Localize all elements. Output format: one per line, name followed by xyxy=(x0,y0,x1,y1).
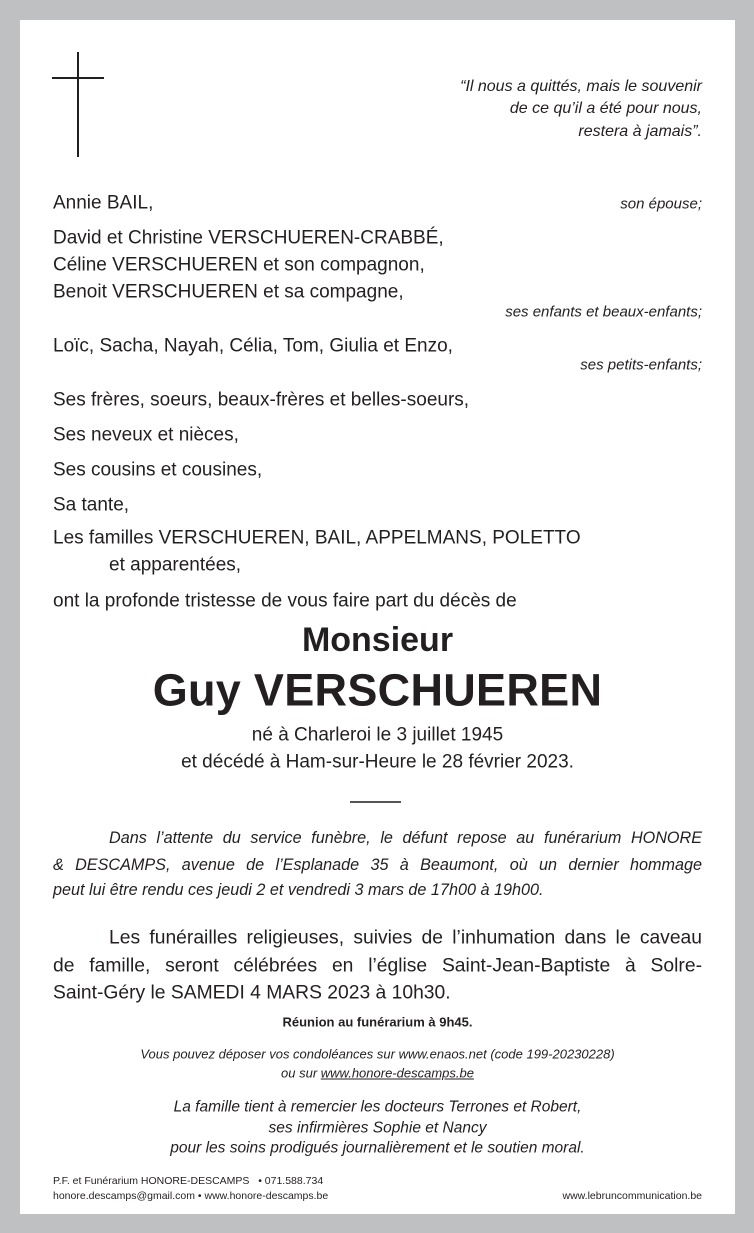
thanks-line: La famille tient à remercier les docteurs Terrones et Robert, xyxy=(173,1098,582,1116)
cross-vertical-bar xyxy=(77,52,79,157)
relatives-line: Ses neveux et nièces, xyxy=(53,424,239,446)
child-line: Céline VERSCHUEREN et son compagnon, xyxy=(53,254,425,276)
deceased-name: Guy VERSCHUEREN xyxy=(152,664,603,716)
grandchildren-names: Loïc, Sacha, Nayah, Célia, Tom, Giulia et Enzo, xyxy=(53,335,453,357)
spouse-name: Annie BAIL, xyxy=(53,192,154,214)
cross-horizontal-bar xyxy=(52,77,104,79)
birth-info: né à Charleroi le 3 juillet 1945 xyxy=(251,724,504,746)
announcement: ont la profonde tristesse de vous faire part du décès de xyxy=(53,590,517,612)
funeral-home-email-web: honore.descamps@gmail.com • www.honore-descamps.be xyxy=(53,1189,329,1202)
relatives-line: Ses frères, soeurs, beaux-frères et belles-soeurs, xyxy=(53,389,470,411)
obituary-card xyxy=(20,20,735,1214)
funeral-line: Les funérailles religieuses, suivies de l’inhumation dans le caveau xyxy=(109,927,702,949)
death-info: et décédé à Ham-sur-Heure le 28 février 2023. xyxy=(181,751,574,773)
quote-line: restera à jamais”. xyxy=(578,123,702,140)
visitation-line: Dans l’attente du service funèbre, le défunt repose au funérarium HONORE xyxy=(109,828,702,847)
separator xyxy=(350,801,401,803)
child-line: David et Christine VERSCHUEREN-CRABBÉ, xyxy=(53,227,444,249)
child-line: Benoit VERSCHUEREN et sa compagne, xyxy=(53,281,404,303)
grandchildren-relation: ses petits-enfants; xyxy=(580,356,702,374)
funeral-line: de famille, seront célébrées en l’église Saint-Jean-Baptiste à Solre- xyxy=(53,955,702,977)
relatives-line: Ses cousins et cousines, xyxy=(53,459,263,481)
funeral-line: Saint-Géry le SAMEDI 4 MARS 2023 à 10h30. xyxy=(53,982,451,1004)
relatives-line: Les familles VERSCHUEREN, BAIL, APPELMANS, POLETTO xyxy=(53,527,581,549)
thanks-line: ses infirmières Sophie et Nancy xyxy=(268,1119,487,1137)
condolences-line: Vous pouvez déposer vos condoléances sur www.enaos.net (code 199-20230228) xyxy=(140,1046,615,1062)
quote-line: “Il nous a quittés, mais le souvenir xyxy=(460,78,702,95)
printer-credit: www.lebruncommunication.be xyxy=(562,1189,702,1202)
quote-line: de ce qu’il a été pour nous, xyxy=(509,100,702,117)
condolences-line-2 xyxy=(20,1067,735,1080)
visitation-line: peut lui être rendu ces jeudi 2 et vendredi 3 mars de 17h00 à 19h00. xyxy=(53,880,544,899)
deceased-title: Monsieur xyxy=(301,621,454,659)
relatives-line: Sa tante, xyxy=(53,494,130,516)
visitation-line: & DESCAMPS, avenue de l’Esplanade 35 à Beaumont, où un dernier hommage xyxy=(53,855,702,874)
funeral-home-contact: P.F. et Funérarium HONORE-DESCAMPS • 071.588.734 xyxy=(53,1174,324,1187)
condolences-prefix: ou sur xyxy=(281,1065,321,1081)
meeting-info: Réunion au funérarium à 9h45. xyxy=(282,1014,473,1030)
thanks-line: pour les soins prodigués journalièrement et le soutien moral. xyxy=(170,1139,585,1157)
relatives-continued: et apparentées, xyxy=(109,554,242,576)
children-relation: ses enfants et beaux-enfants; xyxy=(505,303,702,321)
spouse-relation: son épouse; xyxy=(620,195,702,213)
website-link[interactable]: www.honore-descamps.be xyxy=(320,1065,474,1081)
